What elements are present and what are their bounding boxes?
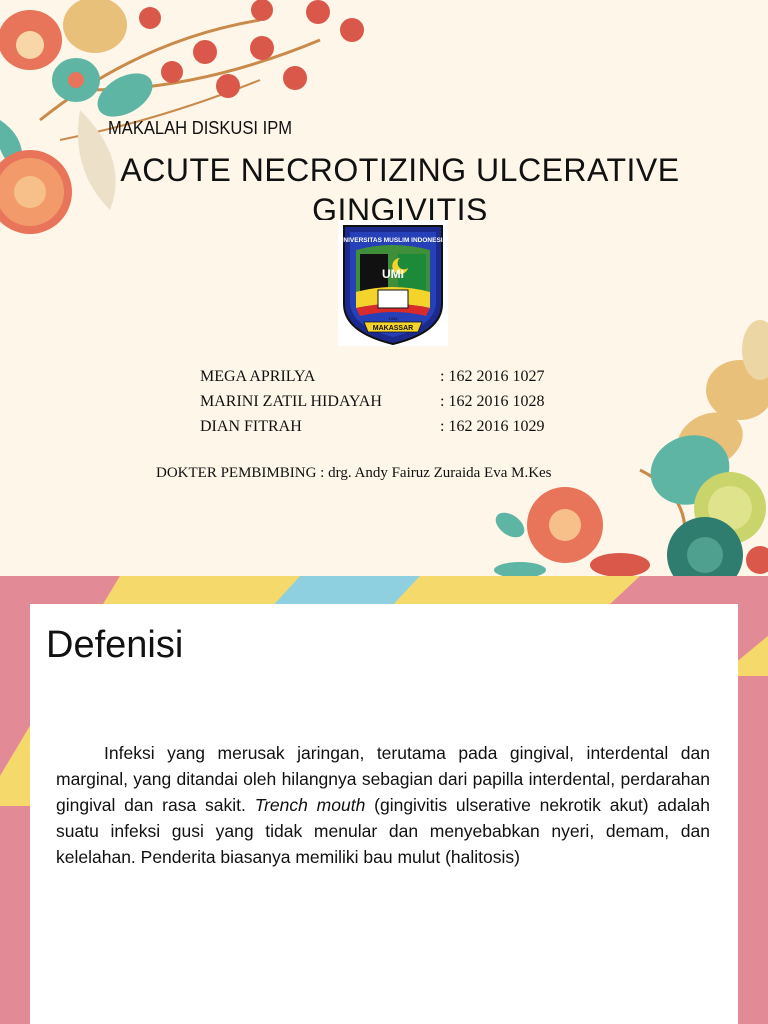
definition-text-end: (gingivitis ulserative nekrotik akut) adalah suatu infeksi gusi yang tidak menular dan menyebabkan nyeri, demam, dan kelelahan. Penderita biasanya memiliki bau mulut (halitosis) bbox=[56, 794, 710, 867]
presentation-title bbox=[80, 150, 720, 220]
bottom-right-flower-cluster bbox=[491, 320, 768, 576]
title-line-1: ACUTE NECROTIZING ULCERATIVE bbox=[120, 152, 680, 188]
member-name: MARINI ZATIL HIDAYAH bbox=[200, 393, 382, 410]
member-row bbox=[200, 368, 600, 393]
member-list bbox=[200, 368, 600, 443]
supervisor-line: DOKTER PEMBIMBING : drg. Andy Fairuz Zuraida Eva M.Kes bbox=[156, 465, 552, 481]
member-row bbox=[200, 393, 600, 418]
member-name: DIAN FITRAH bbox=[200, 418, 302, 435]
definition-italic-term: Trench mouth bbox=[254, 794, 366, 815]
title-line-2: GINGIVITIS bbox=[312, 192, 488, 220]
definition-panel bbox=[30, 604, 738, 1024]
coral-flower bbox=[527, 487, 603, 563]
definition-text bbox=[56, 740, 710, 870]
member-number: : 162 2016 1027 bbox=[440, 368, 545, 385]
logo-bottom-text: MAKASSAR bbox=[372, 325, 414, 332]
orange-daisy bbox=[0, 150, 72, 234]
university-logo bbox=[338, 220, 448, 346]
presentation-subtitle: MAKALAH DISKUSI IPM bbox=[108, 118, 293, 138]
logo-year: 1954 bbox=[388, 316, 398, 321]
member-name: MEGA APRILYA bbox=[200, 368, 316, 385]
member-number: : 162 2016 1029 bbox=[440, 418, 545, 435]
member-row bbox=[200, 418, 600, 443]
definition-slide bbox=[0, 576, 768, 1024]
definition-text-start: Infeksi yang merusak jaringan, terutama pada gingival, interdental dan marginal, yang ditandai oleh hilangnya sebagian dari papilla interdental, perdarahan gingival dan rasa sakit. bbox=[56, 742, 710, 815]
member-number: : 162 2016 1028 bbox=[440, 393, 545, 410]
definition-heading: Defenisi bbox=[46, 624, 184, 666]
logo-top-text: UNIVERSITAS MUSLIM INDONESIA bbox=[338, 237, 448, 244]
logo-center-text: UMI bbox=[382, 267, 404, 281]
